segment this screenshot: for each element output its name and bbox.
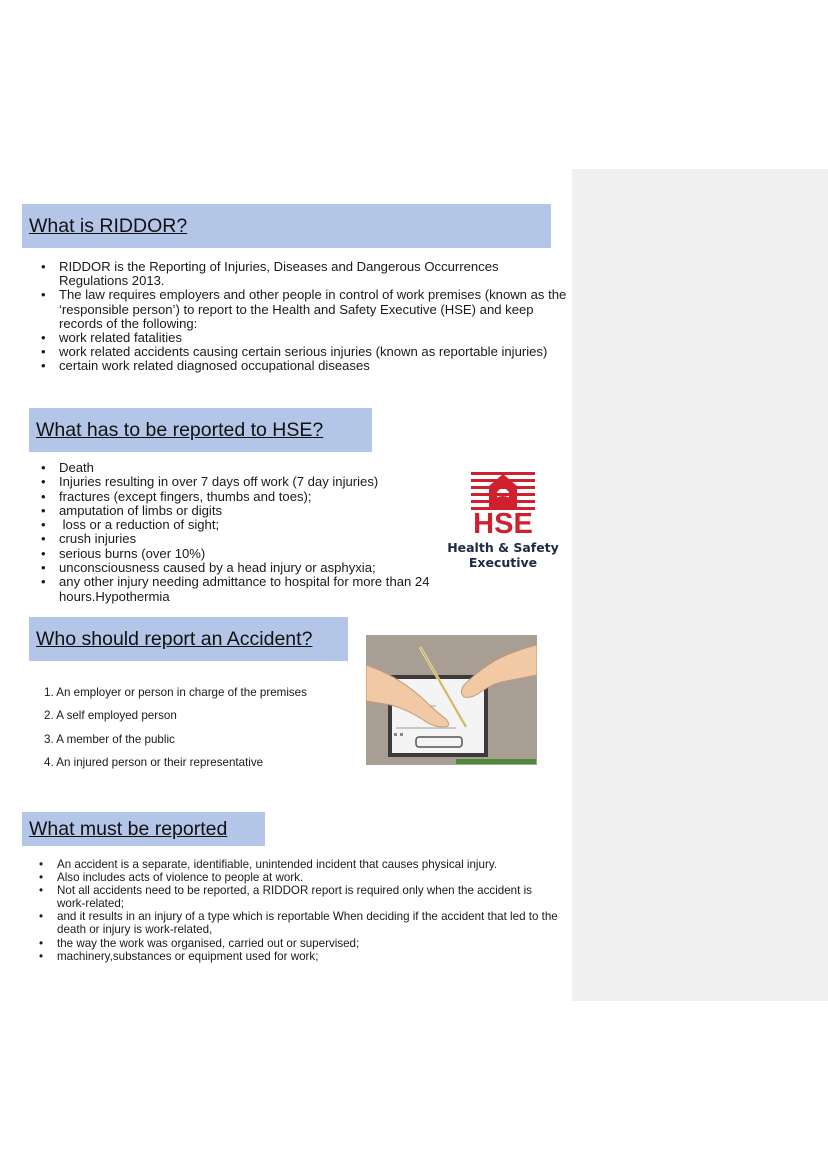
hse-acronym: HSE [473, 508, 533, 540]
image-caption-bar [456, 759, 536, 764]
heading-reported-to-hse: What has to be reported to HSE? [29, 408, 372, 452]
list-item: • unconsciousness caused by a head injury or asphyxia; [59, 561, 454, 575]
list-item: • The law requires employers and other people in control of work premises (known as the ‘responsible person’) to report to the Health and Safety Executive (HSE) and keep records of the following: [59, 288, 571, 331]
list-item: • fractures (except fingers, thumbs and toes); [59, 490, 454, 504]
hse-logo [446, 470, 560, 574]
list-item: • the way the work was organised, carried out or supervised; [57, 937, 562, 950]
list-item: 1. An employer or person in charge of the premises [44, 686, 307, 699]
list-item: • crush injuries [59, 532, 454, 546]
list-item: • Death [59, 461, 454, 475]
list-item: 3. A member of the public [44, 732, 175, 746]
who-reports-list [44, 686, 364, 779]
list-item: • RIDDOR is the Reporting of Injuries, Diseases and Dangerous Occurrences Regulations 2013. [59, 260, 571, 288]
hse-report-list [59, 461, 454, 604]
heading-what-is-riddor: What is RIDDOR? [22, 204, 551, 248]
clipboard-writing-illustration [366, 635, 537, 765]
hse-emblem-icon [471, 472, 535, 512]
list-item: • Also includes acts of violence to people at work. [57, 871, 562, 884]
heading-what-must-be-reported: What must be reported [22, 812, 265, 846]
list-item: • Injuries resulting in over 7 days off work (7 day injuries) [59, 475, 454, 489]
list-item: 4. An injured person or their representative [44, 755, 264, 769]
list-item: • serious burns (over 10%) [59, 547, 454, 561]
list-item: • An accident is a separate, identifiable, unintended incident that causes physical injury. [57, 858, 562, 871]
list-item: • certain work related diagnosed occupational diseases [59, 359, 571, 373]
list-item: • work related fatalities [59, 331, 571, 345]
list-item: • work related accidents causing certain serious injuries (known as reportable injuries) [59, 345, 571, 359]
riddor-list [59, 260, 571, 374]
list-item: • machinery,substances or equipment used for work; [57, 950, 562, 963]
list-item: 2. A self employed person [44, 709, 177, 723]
list-item: • amputation of limbs or digits [59, 504, 454, 518]
hse-name-line1: Health & Safety [447, 540, 559, 555]
must-report-list [57, 858, 562, 963]
list-item: • and it results in an injury of a type which is reportable When deciding if the accident that led to the death or injury is work-related, [57, 910, 562, 936]
list-item: • any other injury needing admittance to hospital for more than 24 hours.Hypothermia [59, 575, 454, 604]
side-panel [572, 169, 828, 1001]
hse-name-line2: Executive [468, 555, 538, 570]
list-item: • loss or a reduction of sight; [59, 518, 454, 532]
heading-who-should-report: Who should report an Accident? [29, 617, 348, 661]
list-item: • Not all accidents need to be reported, a RIDDOR report is required only when the accident is work-related; [57, 884, 562, 910]
